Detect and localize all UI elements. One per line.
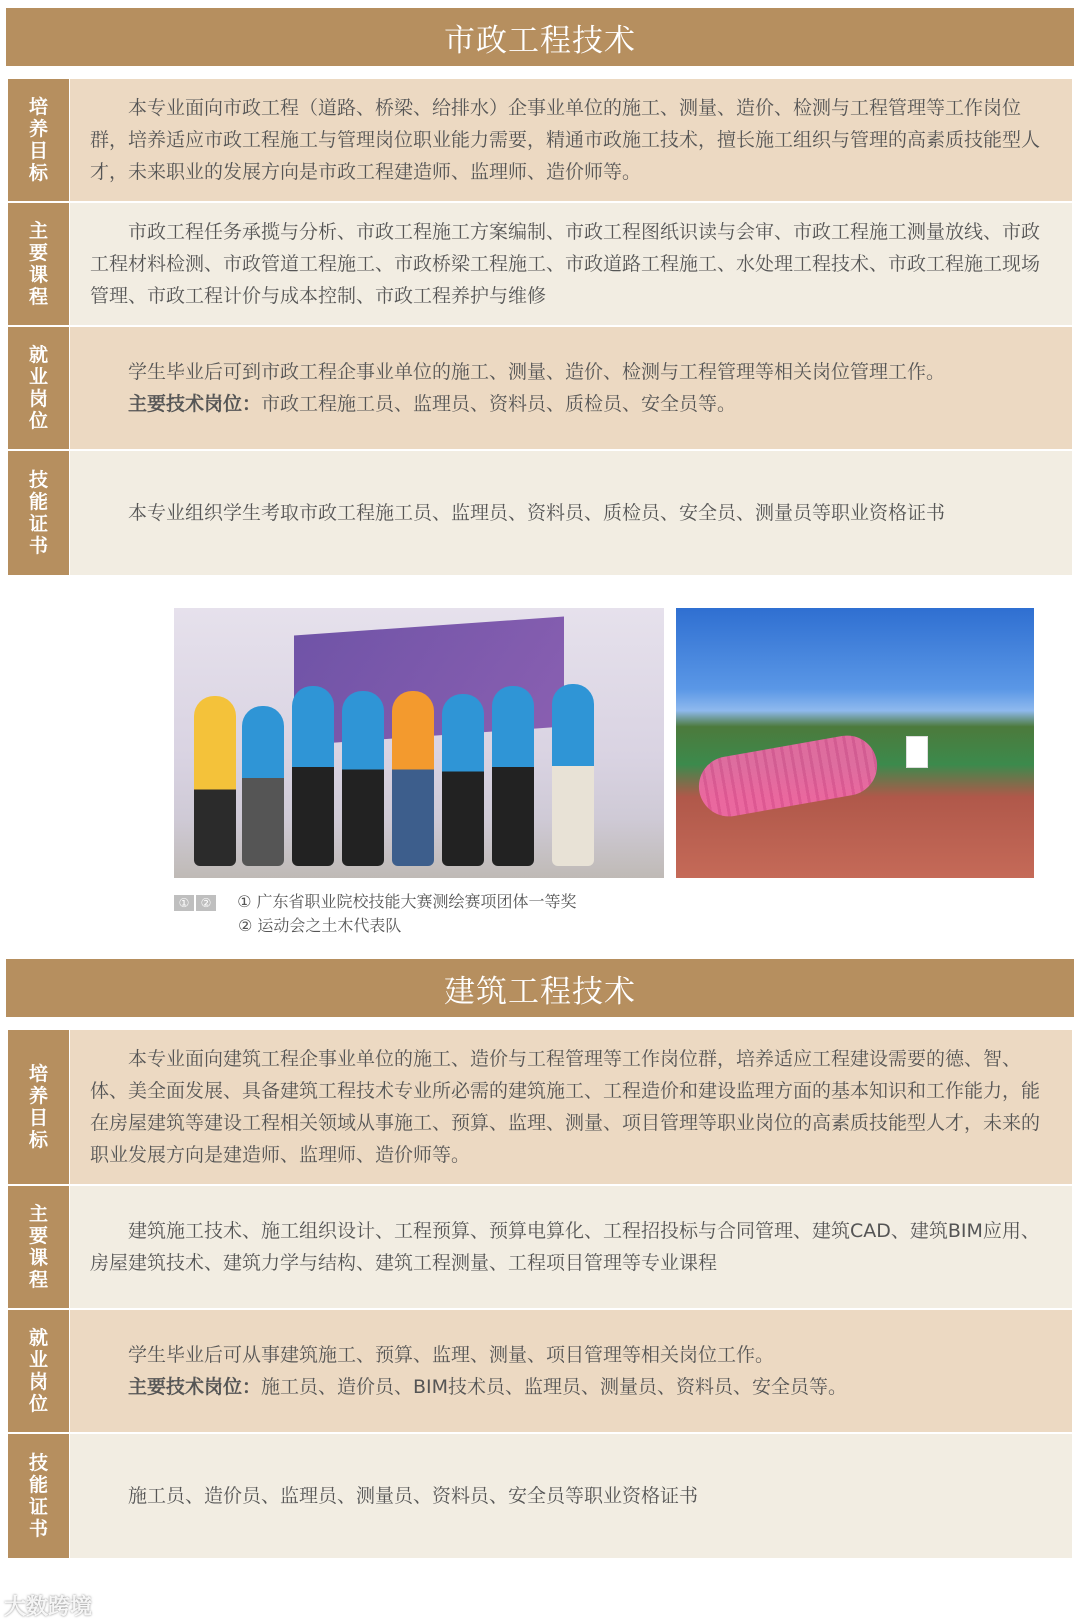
row-label: 技能证书 <box>8 451 69 575</box>
row-content: 施工员、造价员、监理员、测量员、资料员、安全员等职业资格证书 <box>70 1434 1072 1558</box>
row-content: 市政工程任务承揽与分析、市政工程施工方案编制、市政工程图纸识读与会审、市政工程施工测量放线、市政工程材料检测、市政管道工程施工、市政桥梁工程施工、市政道路工程施工、水处理工程技术、市政工程施工现场管理、市政工程计价与成本控制、市政工程养护与维修 <box>70 203 1072 325</box>
info-row-main-courses <box>8 203 1072 325</box>
watermark-logo: 大数跨境 <box>4 1595 93 1620</box>
caption-line-1: ① 广东省职业院校技能大赛测绘赛项团体一等奖 <box>237 892 577 911</box>
row-label: 就业岗位 <box>8 327 69 449</box>
info-row-main-courses <box>8 1186 1072 1308</box>
person <box>242 706 284 866</box>
photo-badge-2: ② <box>196 895 216 911</box>
row-label: 就业岗位 <box>8 1310 69 1432</box>
row-content: 本专业组织学生考取市政工程施工员、监理员、资料员、质检员、安全员、测量员等职业资格证书 <box>70 451 1072 575</box>
caption-line-2: ② 运动会之土木代表队 <box>238 916 402 935</box>
sub-label: 主要技术岗位： <box>128 393 262 415</box>
person <box>442 694 484 866</box>
person <box>392 691 434 866</box>
sub-text: 施工员、造价员、BIM技术员、监理员、测量员、资料员、安全员等。 <box>261 1376 848 1398</box>
photo-badge-1: ① <box>174 895 194 911</box>
team-photo <box>174 608 664 878</box>
row-label: 培养目标 <box>8 79 69 201</box>
section-title-text: 市政工程技术 <box>444 22 636 59</box>
row-label: 培养目标 <box>8 1030 69 1184</box>
info-row-certificates <box>8 1434 1072 1558</box>
info-row-certificates <box>8 451 1072 575</box>
row-content: 学生毕业后可从事建筑施工、预算、监理、测量、项目管理等相关岗位工作。 主要技术岗位：施工员、造价员、BIM技术员、监理员、测量员、资料员、安全员等。 <box>70 1310 1072 1432</box>
sports-meet-photo <box>676 608 1034 878</box>
flag-icon <box>906 736 928 768</box>
info-row-training-goal <box>8 1030 1072 1184</box>
person <box>552 684 594 866</box>
section-title-municipal <box>6 8 1074 66</box>
info-row-training-goal <box>8 79 1072 201</box>
person <box>292 686 334 866</box>
sub-label: 主要技术岗位： <box>128 1376 262 1398</box>
info-row-employment <box>8 1310 1072 1432</box>
person <box>492 686 534 866</box>
sub-text: 市政工程施工员、监理员、资料员、质检员、安全员等。 <box>261 393 737 415</box>
person <box>342 691 384 866</box>
row-content: 建筑施工技术、施工组织设计、工程预算、预算电算化、工程招投标与合同管理、建筑CAD、建筑BIM应用、房屋建筑技术、建筑力学与结构、建筑工程测量、工程项目管理等专业课程 <box>70 1186 1072 1308</box>
parade-crowd <box>694 731 882 821</box>
info-row-employment <box>8 327 1072 449</box>
section-title-architecture <box>6 959 1074 1017</box>
row-label: 主要课程 <box>8 203 69 325</box>
person <box>194 696 236 866</box>
section-title-text: 建筑工程技术 <box>444 973 636 1010</box>
row-label: 主要课程 <box>8 1186 69 1308</box>
row-content: 学生毕业后可到市政工程企事业单位的施工、测量、造价、检测与工程管理等相关岗位管理工作。 主要技术岗位：市政工程施工员、监理员、资料员、质检员、安全员等。 <box>70 327 1072 449</box>
row-label: 技能证书 <box>8 1434 69 1558</box>
row-content: 本专业面向建筑工程企事业单位的施工、造价与工程管理等工作岗位群，培养适应工程建设需要的德、智、体、美全面发展、具备建筑工程技术专业所必需的建筑施工、工程造价和建设监理方面的基本知识和工作能力，能在房屋建筑等建设工程相关领域从事施工、预算、监理、测量、项目管理等职业岗位的高素质技能型人才，未来的职业发展方向是建造师、监理师、造价师等。 <box>70 1030 1072 1184</box>
row-content: 本专业面向市政工程（道路、桥梁、给排水）企事业单位的施工、测量、造价、检测与工程管理等工作岗位群，培养适应市政工程施工与管理岗位职业能力需要，精通市政施工技术，擅长施工组织与管理的高素质技能型人才，未来职业的发展方向是市政工程建造师、监理师、造价师等。 <box>70 79 1072 201</box>
photo-caption <box>174 890 577 938</box>
